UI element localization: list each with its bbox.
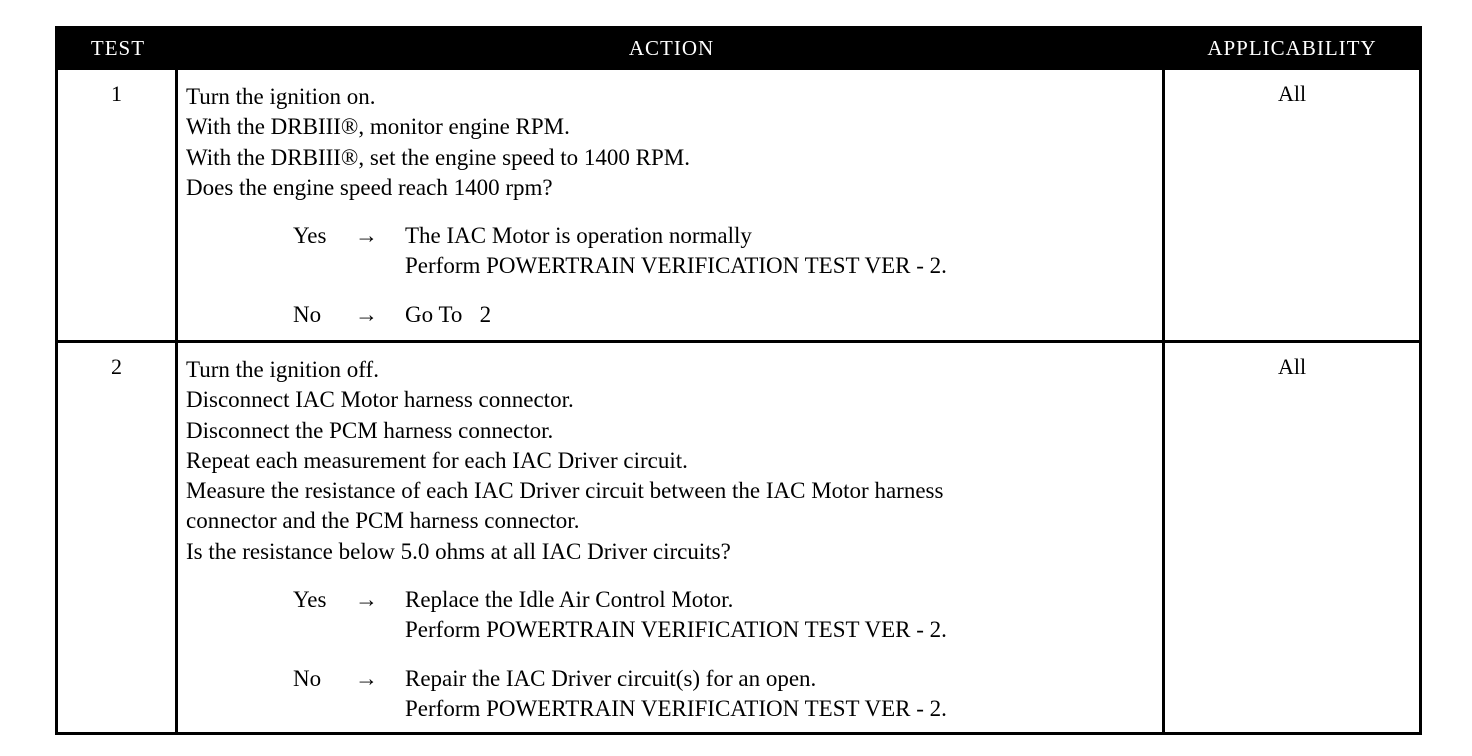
header-test: TEST [90,35,146,60]
no-answer [186,664,1156,725]
result-line: The IAC Motor is operation normally [405,223,752,249]
table-header [58,29,1419,67]
yes-label: Yes [293,223,327,249]
result-line: Replace the Idle Air Control Motor. [405,587,734,613]
arrow-right-icon: → [355,301,378,327]
answers [186,585,1156,724]
result-line: Perform POWERTRAIN VERIFICATION TEST VER - 2. [405,253,947,279]
applicability-value: All [1277,81,1307,106]
arrow-right-icon: → [355,587,378,613]
result-line: Go To 2 [405,301,492,327]
action-cell [178,343,1165,732]
yes-answer [186,585,1156,646]
action-step: connector and the PCM harness connector. [186,508,580,534]
action-step: Disconnect IAC Motor harness connector. [186,387,574,413]
action-step: Turn the ignition off. [186,357,379,382]
result-line: Repair the IAC Driver circuit(s) for an open. [405,665,817,691]
no-result [405,300,1156,330]
header-applicability: APPLICABILITY [1207,35,1377,60]
action-step: With the DRBIII®, monitor engine RPM. [186,114,570,140]
yes-result [405,585,1156,646]
action-step: Repeat each measurement for each IAC Driver circuit. [186,447,688,473]
arrow-right-icon: → [355,665,378,691]
no-label: No [293,301,322,327]
table-row [58,67,1419,340]
action-step: Measure the resistance of each IAC Driver circuit between the IAC Motor harness [186,478,944,504]
yes-answer [186,221,1156,282]
test-number: 1 [58,70,178,340]
no-result [405,664,1156,725]
action-step: Is the resistance below 5.0 ohms at all IAC Driver circuits? [186,538,731,564]
arrow-right-icon: → [355,223,378,249]
no-label: No [293,665,322,691]
table-row [58,340,1419,732]
answers [186,221,1156,330]
action-step: With the DRBIII®, set the engine speed to 1400 RPM. [186,144,690,170]
action-step: Does the engine speed reach 1400 rpm? [186,174,553,200]
result-line: Perform POWERTRAIN VERIFICATION TEST VER - 2. [405,617,947,643]
applicability-value: All [1277,354,1307,379]
test-number: 2 [58,343,178,732]
action-cell [178,70,1165,340]
result-line: Perform POWERTRAIN VERIFICATION TEST VER - 2. [405,695,947,721]
action-step: Disconnect the PCM harness connector. [186,417,554,443]
action-step: Turn the ignition on. [186,84,376,109]
no-answer [186,300,1156,330]
yes-label: Yes [293,587,327,613]
header-action: ACTION [628,35,715,60]
diagnostic-test-table [55,26,1422,735]
yes-result [405,221,1156,282]
